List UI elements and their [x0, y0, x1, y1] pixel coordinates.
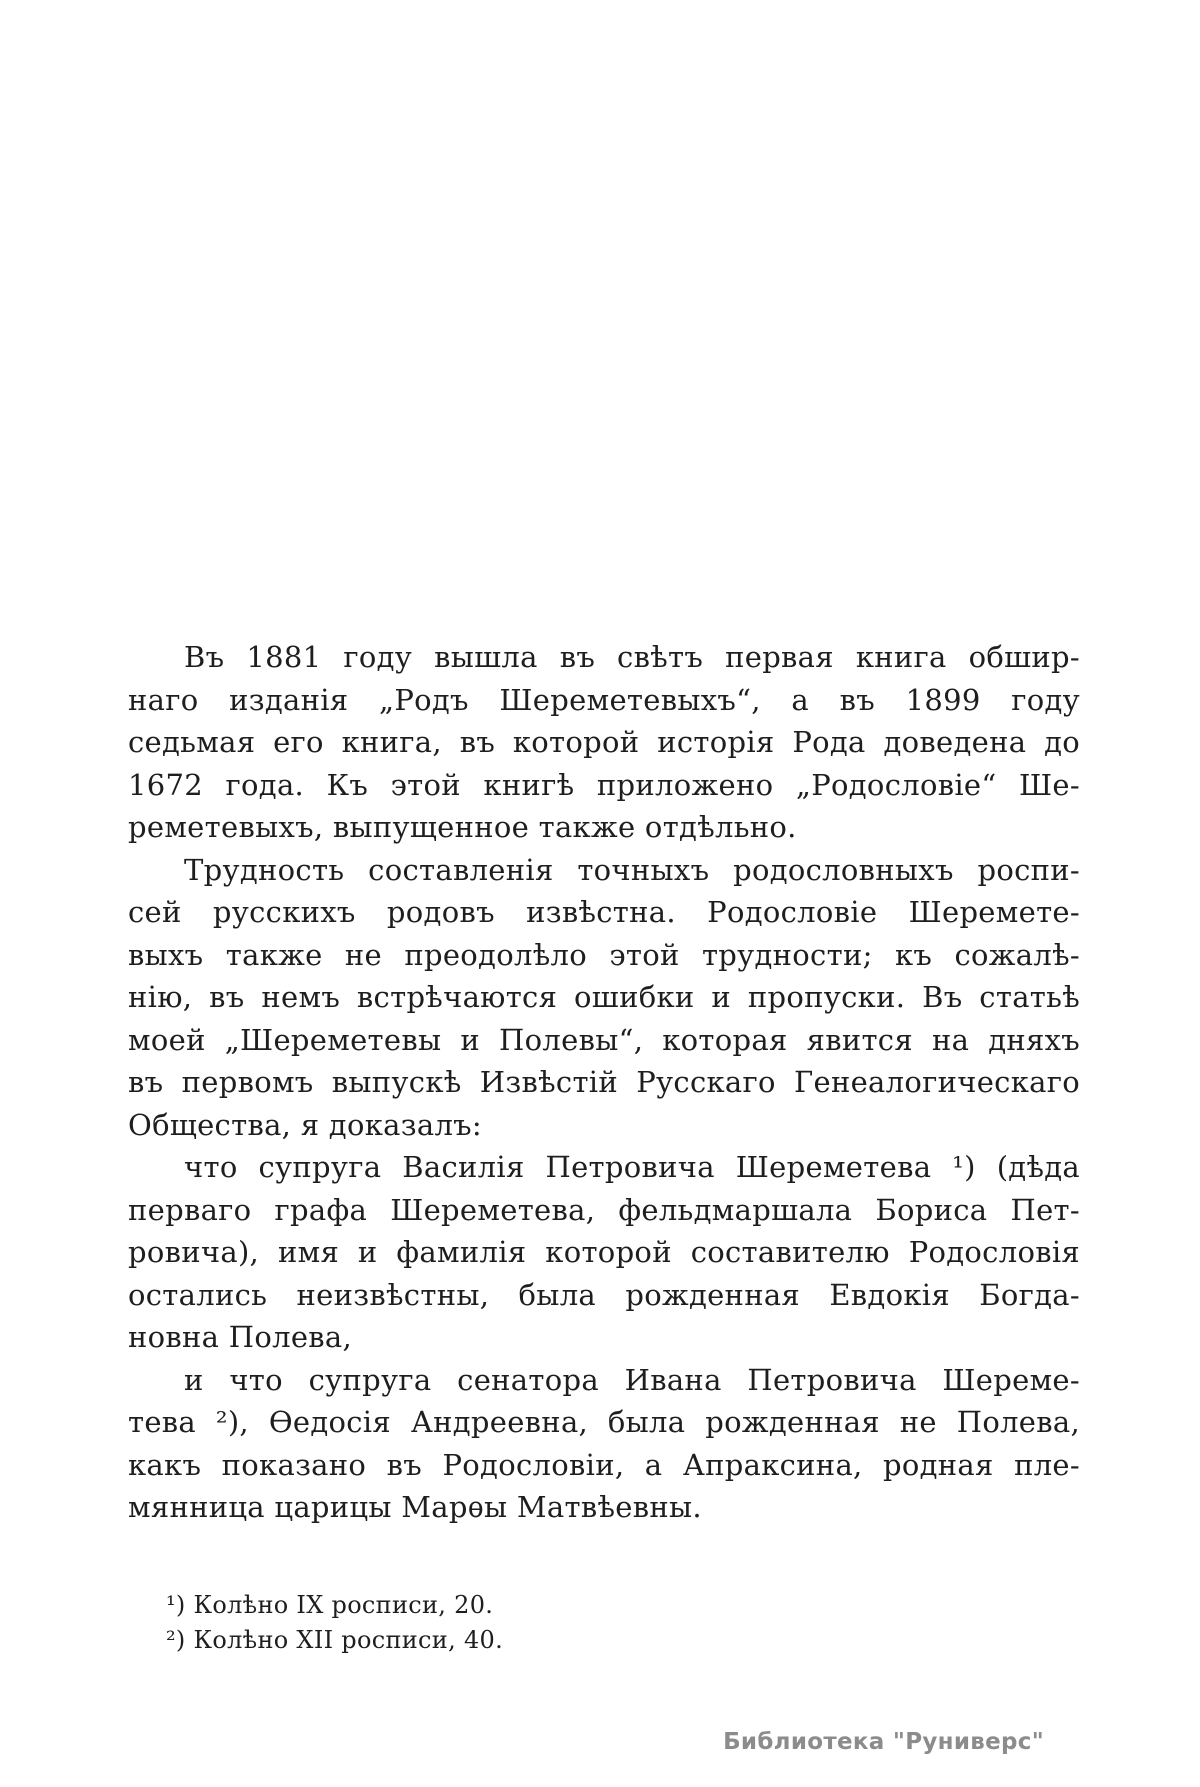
text-line: и что супруга сенатора Ивана Петровича Шереме-	[184, 1362, 1080, 1397]
footnote: ¹) Колѣно IX росписи, 20.	[166, 1591, 494, 1619]
paragraph	[128, 636, 1080, 849]
text-line: ровича), имя и фамилія которой составителю Родословія	[128, 1235, 1080, 1269]
text-line: новна Полева,	[128, 1320, 353, 1354]
text-line: наго изданія „Родъ Шереметевыхъ“, а въ 1899 году	[128, 682, 1080, 717]
text-line: выхъ также не преодолѣло этой трудности; къ сожалѣ-	[128, 937, 1080, 972]
paragraph	[128, 1359, 1080, 1529]
text-line: сей русскихъ родовъ извѣстна. Родословіе Шеремете-	[128, 895, 1080, 929]
text-line: моей „Шереметевы и Полевы“, которая явится на дняхъ	[128, 1022, 1080, 1057]
text-line: мянница царицы Марѳы Матвѣевны.	[128, 1490, 702, 1524]
paragraph	[128, 849, 1080, 1147]
text-line: реметевыхъ, выпущенное также отдѣльно.	[128, 810, 797, 844]
footnotes	[166, 1588, 866, 1658]
text-line: какъ показано въ Родословіи, а Апраксина, родная пле-	[128, 1447, 1080, 1482]
text-line: 1672 года. Къ этой книгѣ приложено „Родословіе“ Ше-	[128, 767, 1080, 802]
text-line: въ первомъ выпускѣ Извѣстій Русскаго Генеалогическаго	[128, 1065, 1080, 1099]
text-line: Въ 1881 году вышла въ свѣтъ первая книга обшир-	[184, 640, 1080, 674]
body-text	[128, 636, 1080, 1529]
library-watermark: Библиотека "Руниверс"	[723, 1729, 1044, 1755]
paragraph	[128, 1146, 1080, 1359]
text-line: седьмая его книга, въ которой исторія Рода доведена до	[128, 725, 1080, 759]
text-line: перваго графа Шереметева, фельдмаршала Бориса Пет-	[128, 1192, 1080, 1227]
text-line: тева ²), Ѳедосія Андреевна, была рожденная не Полева,	[128, 1405, 1080, 1439]
text-line: нію, въ немъ встрѣчаются ошибки и пропуски. Въ статьѣ	[128, 980, 1080, 1014]
text-line: Трудность составленія точныхъ родословныхъ роспи-	[184, 852, 1080, 887]
text-line: что супруга Василія Петровича Шереметева ¹) (дѣда	[184, 1150, 1080, 1184]
footnote: ²) Колѣно XII росписи, 40.	[166, 1626, 504, 1654]
text-line: остались неизвѣстны, была рожденная Евдокія Богда-	[128, 1277, 1080, 1312]
text-line: Общества, я доказалъ:	[128, 1107, 482, 1142]
